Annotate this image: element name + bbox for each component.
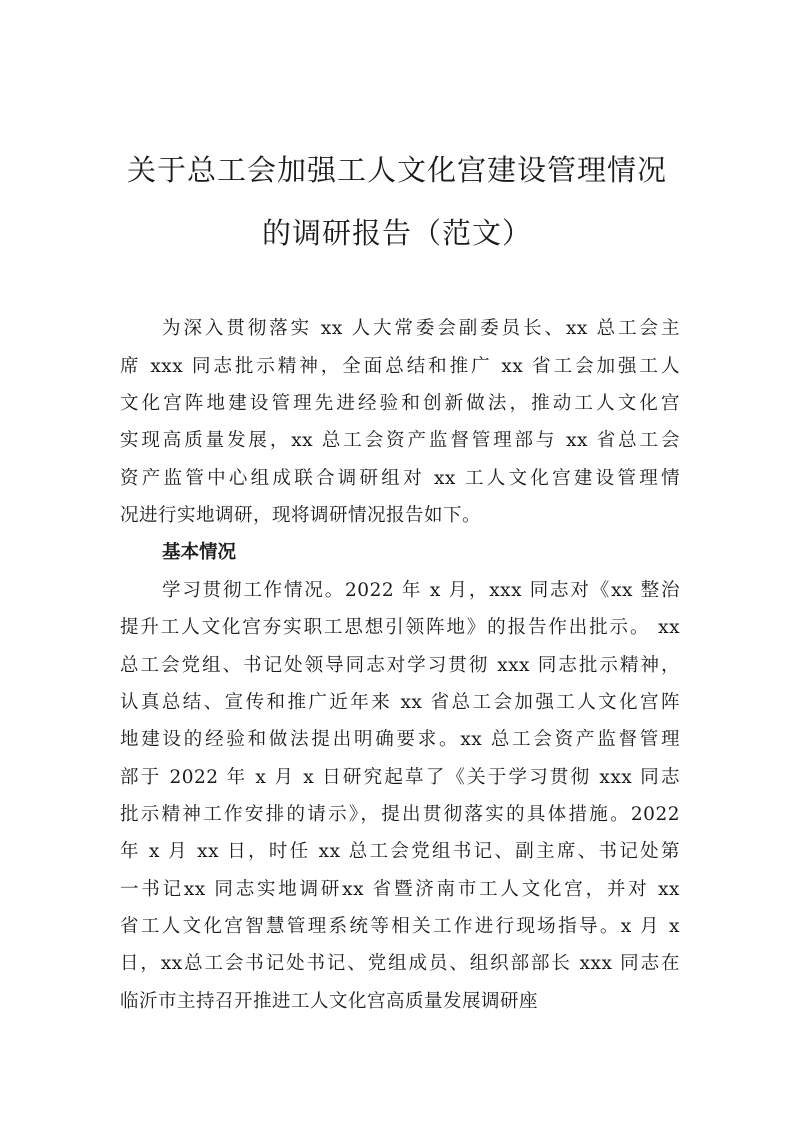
paragraph-line: 席 xxx 同志批示精神，全面总结和推广 xx 省工会加强工人 [120,356,680,377]
document-title-line-2: 的调研报告（范文） [261,216,532,250]
paragraph-line: 况进行实地调研，现将调研情况报告如下。 [120,505,482,526]
paragraph-line: 文化宫阵地建设管理先进经验和创新做法，推动工人文化宫 [120,393,680,414]
paragraph-line: 总工会党组、书记处领导同志对学习贯彻 xxx 同志批示精神， [120,655,680,676]
paragraph-line: 学习贯彻工作情况。2022 年 x 月，xxx 同志对《xx 整治 [162,580,680,601]
paragraph-line: 认真总结、宣传和推广近年来 xx 省总工会加强工人文化宫阵 [120,692,680,713]
paragraph-line: 批示精神工作安排的请示》，提出贯彻落实的具体措施。2022 [120,804,680,825]
paragraph-line: 为深入贯彻落实 xx 人大常委会副委员长、xx 总工会主 [162,318,680,339]
paragraph-line: 省工人文化宫智慧管理系统等相关工作进行现场指导。x 月 x [120,916,680,937]
paragraph-line: 提升工人文化宫夯实职工思想引领阵地》的报告作出批示。 xx [120,617,680,638]
paragraph-line: 部于 2022 年 x 月 x 日研究起草了《关于学习贯彻 xxx 同志 [120,767,680,788]
paragraph-line: 一书记xx 同志实地调研xx 省暨济南市工人文化宫，并对 xx [120,879,680,900]
paragraph-line: 资产监管中心组成联合调研组对 xx 工人文化宫建设管理情 [120,468,680,489]
section-heading: 基本情况 [162,542,237,563]
paragraph-line: 实现高质量发展，xx 总工会资产监督管理部与 xx 省总工会 [120,430,680,451]
paragraph-line: 地建设的经验和做法提出明确要求。xx 总工会资产监督管理 [120,729,680,750]
paragraph-line: 临沂市主持召开推进工人文化宫高质量发展调研座 [120,991,539,1012]
paragraph-line: 日，xx总工会书记处书记、党组成员、组织部部长 xxx 同志在 [120,953,680,974]
document-title-line-1: 关于总工会加强工人文化宫建设管理情况 [126,153,667,187]
paragraph-line: 年 x 月 xx 日，时任 xx 总工会党组书记、副主席、书记处第 [120,841,680,862]
